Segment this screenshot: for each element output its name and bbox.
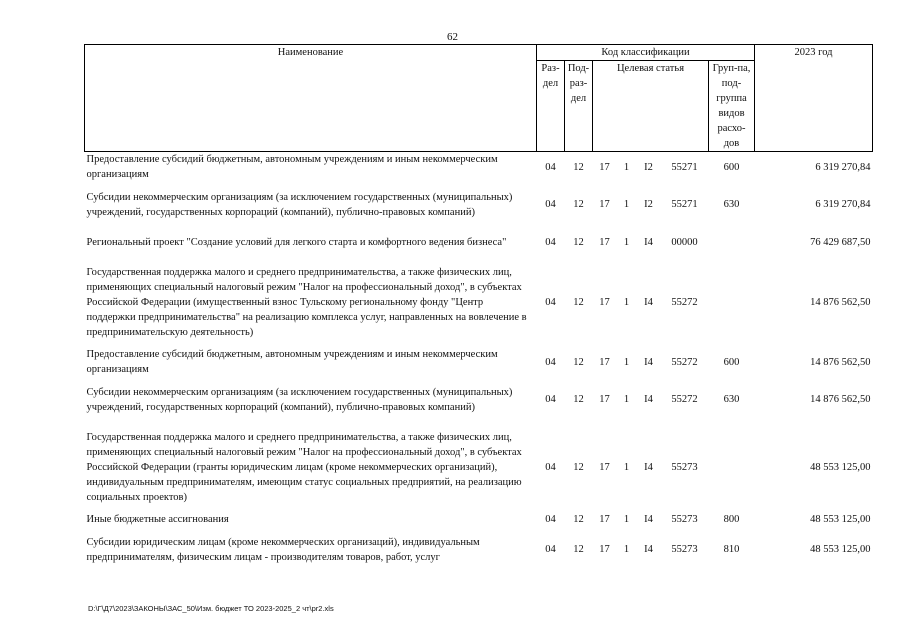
row-program: 17	[599, 236, 610, 248]
row-type: 1	[623, 161, 630, 173]
row-section: 04	[545, 544, 556, 555]
row-amount: 76 429 687,50	[810, 236, 871, 248]
row-subsection: 12	[573, 236, 584, 248]
row-direction: 55272	[671, 296, 698, 308]
table-row	[85, 227, 873, 257]
row-type: 1	[623, 199, 630, 210]
row-type: 1	[623, 356, 630, 368]
header-name: Наименование	[85, 45, 537, 152]
row-program: 17	[599, 394, 610, 405]
row-type: 1	[623, 236, 630, 248]
row-expense-group: 600	[723, 161, 740, 173]
row-section: 04	[545, 296, 556, 308]
row-section: 04	[545, 356, 556, 368]
row-program: 17	[599, 514, 610, 525]
row-section: 04	[545, 461, 556, 473]
row-project: I4	[644, 394, 653, 405]
row-direction: 55273	[671, 544, 698, 555]
row-project: I4	[644, 514, 653, 525]
row-subsection: 12	[573, 199, 584, 210]
row-program: 17	[599, 296, 610, 308]
row-expense-group: 600	[723, 356, 740, 368]
row-project: I4	[644, 296, 653, 308]
row-type: 1	[623, 544, 630, 555]
row-section: 04	[545, 514, 556, 525]
row-program: 17	[599, 544, 610, 555]
row-amount: 48 553 125,00	[810, 514, 871, 525]
row-section: 04	[545, 394, 556, 405]
row-subsection: 12	[573, 296, 584, 308]
row-type: 1	[623, 461, 630, 473]
row-program: 17	[599, 199, 610, 210]
row-section: 04	[545, 161, 556, 173]
row-direction: 55273	[671, 514, 698, 525]
row-name: Государственная поддержка малого и среднего предпринимательства, а также физических лиц, применяющих специальный налоговый режим "Налог на профессиональный доход", в субъектах Российской Федерации (гранты юридическим лицам (кроме некоммерческих организаций), индивидуальным предпринимателям, имеющим статус социальных предприятий, на реализацию социальных проектов)	[86, 431, 522, 503]
row-type: 1	[623, 514, 630, 525]
table-row	[85, 512, 873, 527]
header-code: Код классификации	[537, 45, 755, 61]
row-name: Субсидии юридическим лицам (кроме некоммерческих организаций), индивидуальным предпринимателям, физическим лицам - производителям товаров, работ, услуг	[86, 536, 480, 563]
row-section: 04	[545, 236, 556, 248]
row-amount: 14 876 562,50	[810, 296, 871, 308]
row-direction: 55271	[671, 161, 698, 173]
row-subsection: 12	[573, 461, 584, 473]
table-row	[85, 347, 873, 377]
row-amount: 6 319 270,84	[815, 199, 871, 210]
table-row	[85, 257, 873, 347]
row-expense-group: 630	[723, 199, 740, 210]
header-subsection: Под-раз-дел	[565, 61, 593, 152]
table-row	[85, 527, 873, 572]
row-expense-group: 800	[723, 514, 740, 525]
row-subsection: 12	[573, 544, 584, 555]
row-project: I4	[644, 356, 653, 368]
row-subsection: 12	[573, 514, 584, 525]
row-amount: 6 319 270,84	[815, 161, 871, 173]
row-subsection: 12	[573, 356, 584, 368]
header-section: Раз-дел	[537, 61, 565, 152]
row-expense-group: 630	[723, 394, 740, 405]
row-type: 1	[623, 296, 630, 308]
row-expense-group	[709, 422, 755, 512]
file-path-footer: D:\Г\Д7\2023\ЗАКОНЫ\ЗАС_50\Изм. бюджет ТО 2023-2025_2 чт\pr2.xls	[88, 604, 334, 613]
row-name: Предоставление субсидий бюджетным, автономным учреждениям и иным некоммерческим организациям	[86, 154, 498, 180]
row-expense-group: 810	[723, 544, 740, 555]
row-project: I4	[644, 544, 653, 555]
page-number: 62	[447, 31, 458, 43]
header-year: 2023 год	[755, 45, 873, 152]
row-program: 17	[599, 356, 610, 368]
row-direction: 00000	[671, 236, 698, 248]
row-section: 04	[545, 199, 556, 210]
row-project: I4	[644, 236, 653, 248]
row-program: 17	[599, 161, 610, 173]
row-subsection: 12	[573, 161, 584, 173]
header-group: Груп-па, под-группа видов расхо-дов	[709, 61, 755, 152]
header-target: Целевая статья	[593, 61, 709, 152]
row-subsection: 12	[573, 394, 584, 405]
row-name: Региональный проект "Создание условий для легкого старта и комфортного ведения бизнеса"	[86, 236, 507, 248]
row-project: I2	[644, 199, 653, 210]
row-amount: 14 876 562,50	[810, 356, 871, 368]
row-project: I4	[644, 461, 653, 473]
row-expense-group	[709, 227, 755, 257]
row-project: I2	[644, 161, 653, 173]
table-row	[85, 377, 873, 422]
row-name: Иные бюджетные ассигнования	[86, 514, 229, 525]
row-name: Предоставление субсидий бюджетным, автономным учреждениям и иным некоммерческим организациям	[86, 349, 498, 375]
row-amount: 48 553 125,00	[810, 544, 871, 555]
row-amount: 14 876 562,50	[810, 394, 871, 405]
row-direction: 55272	[671, 394, 698, 405]
table-row	[85, 182, 873, 227]
row-expense-group	[709, 257, 755, 347]
row-direction: 55271	[671, 199, 698, 210]
table-row	[85, 152, 873, 183]
row-name: Государственная поддержка малого и среднего предпринимательства, а также физических лиц, применяющих специальный налоговый режим "Налог на профессиональный доход", в субъектах Российской Федерации (имущественный взнос Тульскому региональному фонду "Центр поддержки предпринимательства" на реализацию комплекса услуг, направленных на вовлечение в предпринимательскую деятельность)	[86, 266, 527, 338]
table-row	[85, 422, 873, 512]
row-name: Субсидии некоммерческим организациям (за исключением государственных (муниципальных) учреждений, государственных корпораций (компаний), публично-правовых компаний)	[86, 386, 513, 413]
row-amount: 48 553 125,00	[810, 461, 871, 473]
row-name: Субсидии некоммерческим организациям (за исключением государственных (муниципальных) учреждений, государственных корпораций (компаний), публично-правовых компаний)	[86, 191, 513, 218]
row-type: 1	[623, 394, 630, 405]
row-program: 17	[599, 461, 610, 473]
row-direction: 55272	[671, 356, 698, 368]
row-direction: 55273	[671, 461, 698, 473]
budget-table	[84, 44, 873, 572]
